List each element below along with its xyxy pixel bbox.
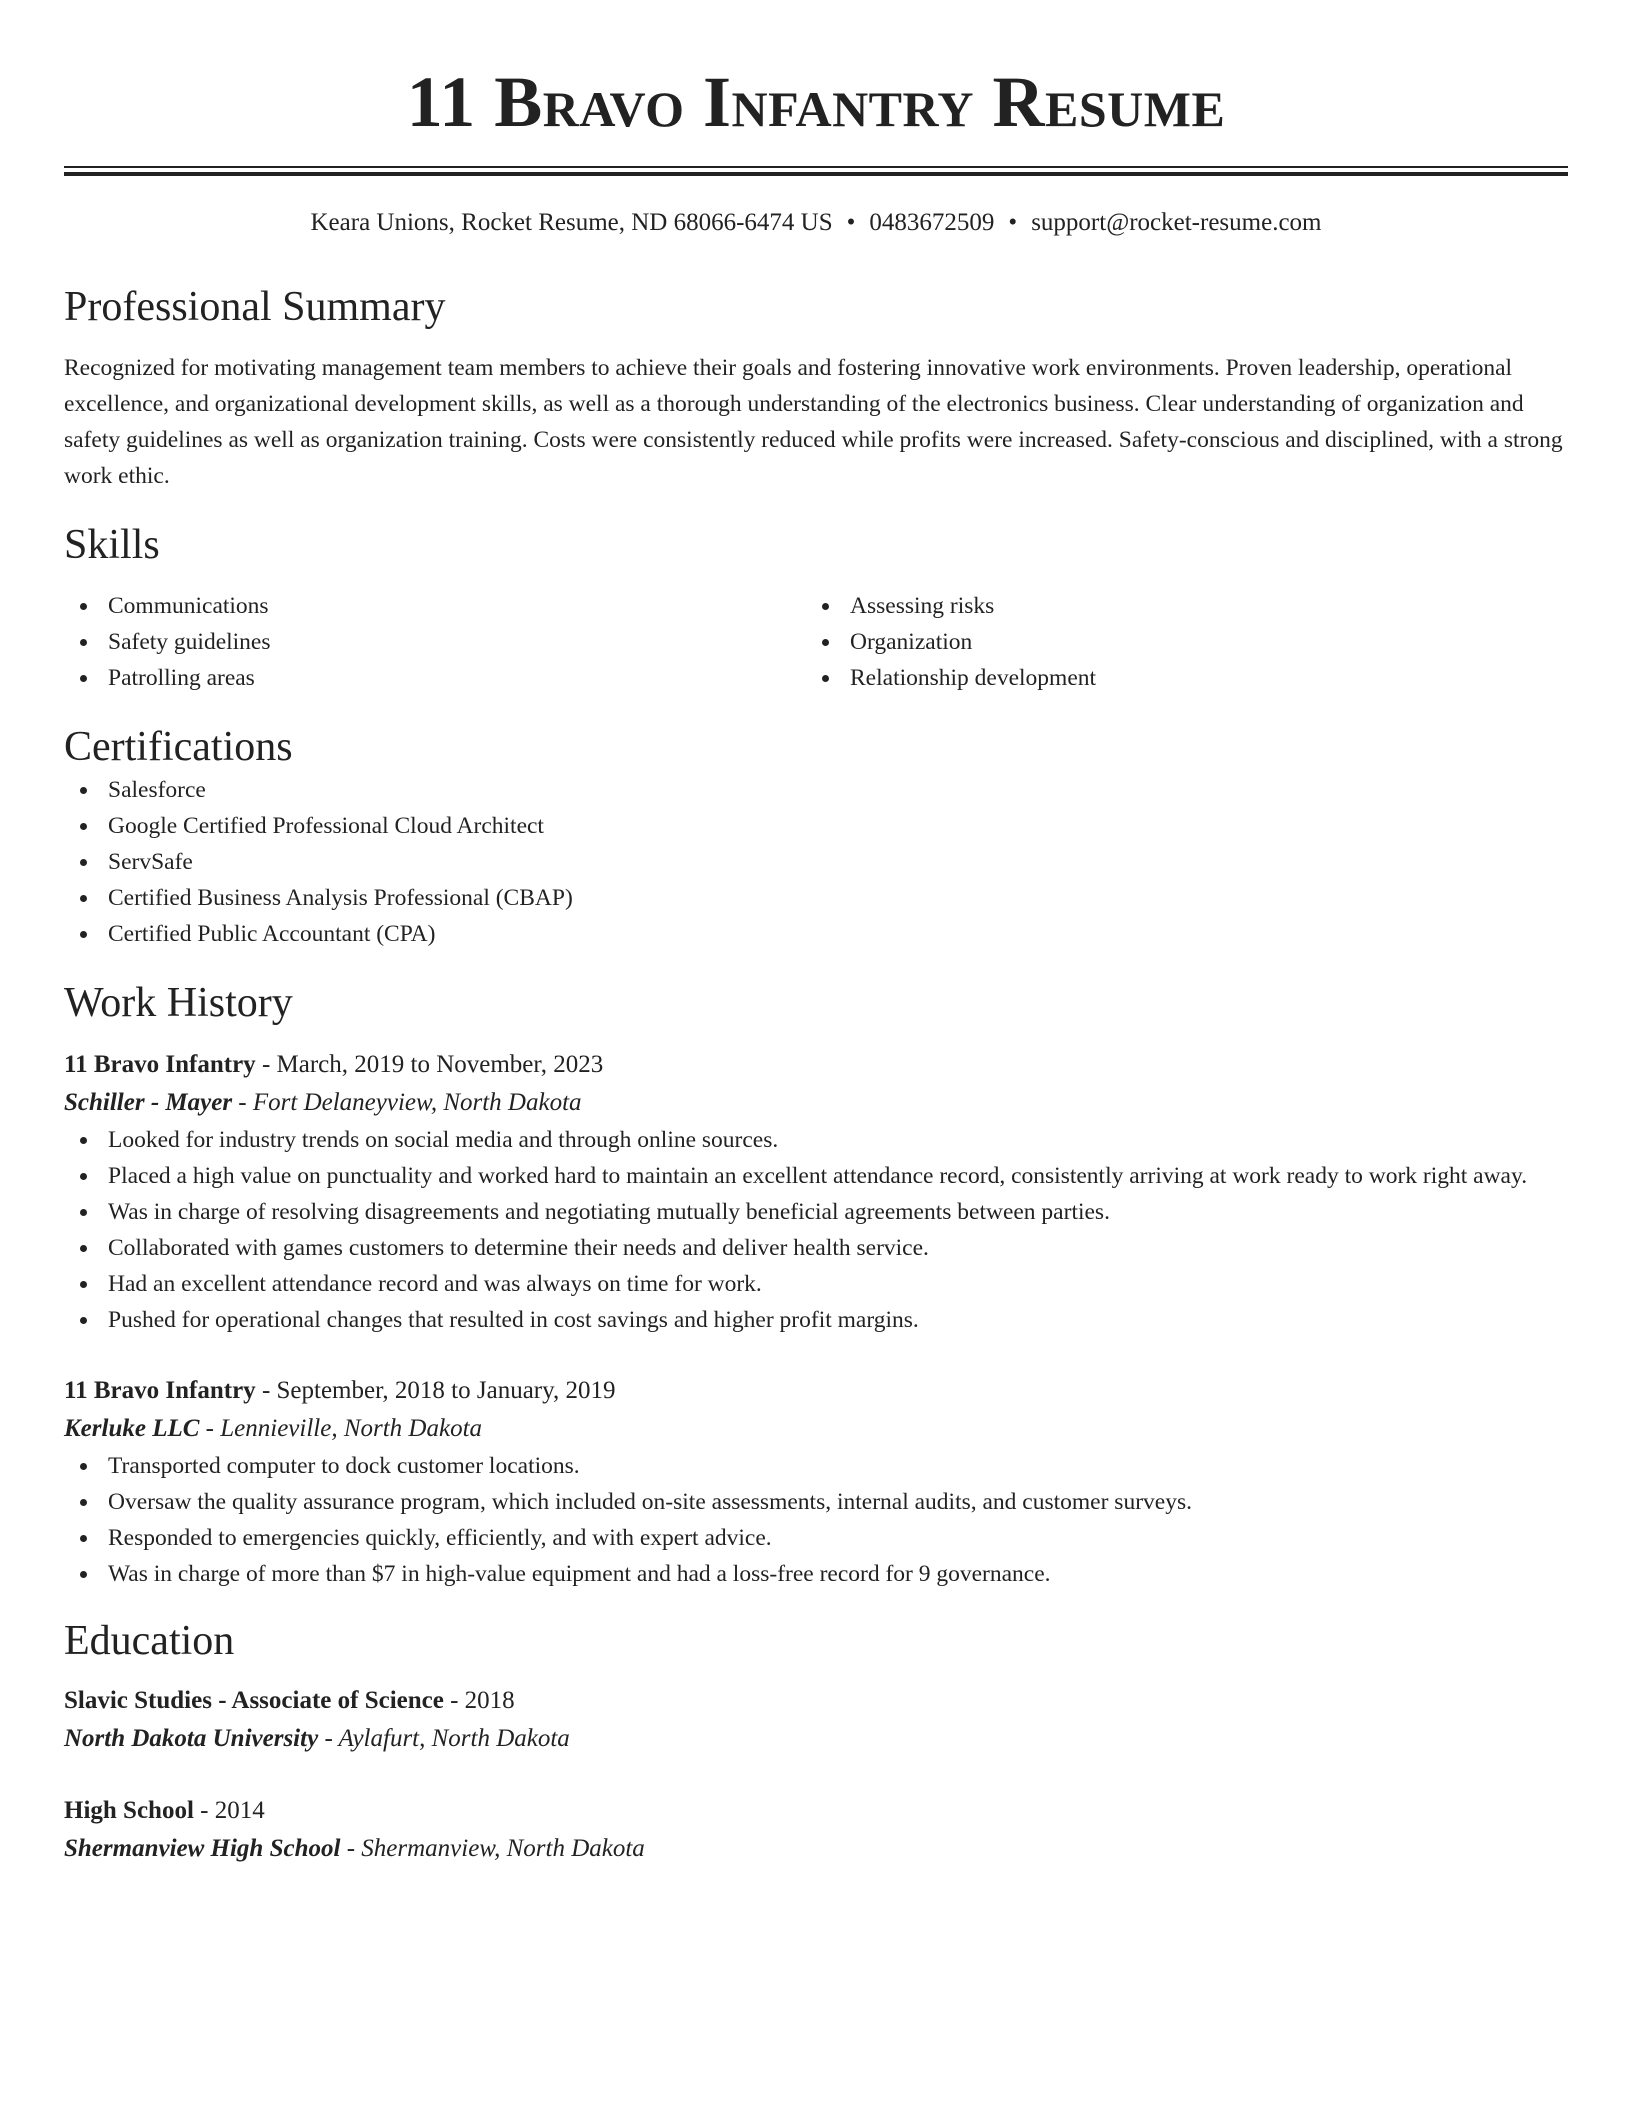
summary-text: Recognized for motivating management team members to achieve their goals and fostering innovative work environments. Proven leadership, operational excellence, and organizational development skills, as well as a thorough understanding of the electronics business. Clear understanding of organization and safety guidelines as well as organization training. Costs were consistently reduced while profits were increased. Safety-conscious and disciplined, with a strong work ethic. [64,355,1563,489]
skills-list-right [806,588,1548,696]
skills-column-right [806,588,1548,696]
education-school-line [64,1830,1568,1868]
job-duty-item: Placed a high value on punctuality and worked hard to maintain an excellent attendance record, consistently arriving at work ready to work right away. [64,1158,1568,1194]
education-degree: Slavic Studies - Associate of Science [64,1687,444,1714]
job-duty-item: Was in charge of more than $7 in high-value equipment and had a loss-free record for 9 governance. [64,1556,1568,1592]
job-title: 11 Bravo Infantry [64,1377,256,1404]
skill-item: Communications [64,588,806,624]
education-heading: Education [64,1618,235,1664]
job-duty-item: Pushed for operational changes that resulted in cost savings and higher profit margins. [64,1302,1568,1338]
education-entry [64,1792,1568,1868]
education-year: - 2014 [193,1797,265,1824]
job-employer [64,1084,1568,1122]
skills-list-left [64,588,806,696]
title-divider [64,166,1568,176]
job-location: - Lennieville, North Dakota [199,1415,483,1442]
job-duty-item: Transported computer to dock customer locations. [64,1448,1568,1484]
skills-column-left [64,588,806,696]
job-location: - Fort Delaneyview, North Dakota [232,1089,582,1116]
job-header [64,1372,1568,1410]
education-degree-line [64,1682,1568,1720]
summary-heading: Professional Summary [64,284,446,330]
resume-title: 11 Bravo Infantry Resume [406,62,1226,142]
contact-line [64,206,1568,240]
skill-item: Patrolling areas [64,660,806,696]
job-company: Schiller - Mayer [64,1089,233,1116]
contact-email: support@rocket-resume.com [1031,209,1322,236]
job-duty-item: Was in charge of resolving disagreements and negotiating mutually beneficial agreements between parties. [64,1194,1568,1230]
job-duty-item: Oversaw the quality assurance program, which included on-site assessments, internal audits, and customer surveys. [64,1484,1568,1520]
skill-item: Relationship development [806,660,1548,696]
job-header [64,1046,1568,1084]
job-company: Kerluke LLC [64,1415,200,1442]
contact-phone: 0483672509 [869,209,995,236]
contact-separator: • [1008,209,1018,236]
job-title: 11 Bravo Infantry [64,1051,256,1078]
skills-grid [64,588,1568,696]
education-school: North Dakota University [64,1725,319,1752]
certification-item: Certified Business Analysis Professional (CBAP) [64,880,1568,916]
job-duty-item: Looked for industry trends on social media and through online sources. [64,1122,1568,1158]
job-dates: - March, 2019 to November, 2023 [255,1051,604,1078]
certification-item: ServSafe [64,844,1568,880]
certification-item: Salesforce [64,772,1568,808]
job-entry [64,1046,1568,1338]
job-dates: - September, 2018 to January, 2019 [255,1377,616,1404]
education-degree-line [64,1792,1568,1830]
skill-item: Organization [806,624,1548,660]
skills-heading: Skills [64,522,160,568]
certification-item: Certified Public Accountant (CPA) [64,916,1568,952]
job-duty-item: Collaborated with games customers to determine their needs and deliver health service. [64,1230,1568,1266]
certification-item: Google Certified Professional Cloud Architect [64,808,1568,844]
job-employer [64,1410,1568,1448]
contact-separator: • [846,209,856,236]
education-degree: High School [64,1797,194,1824]
job-duty-item: Responded to emergencies quickly, efficiently, and with expert advice. [64,1520,1568,1556]
education-school-line [64,1720,1568,1758]
job-duties-list [64,1122,1568,1338]
skill-item: Safety guidelines [64,624,806,660]
work-history-heading: Work History [64,980,293,1026]
education-location: - Shermanview, North Dakota [340,1835,645,1862]
education-location: - Aylafurt, North Dakota [318,1725,570,1752]
skill-item: Assessing risks [806,588,1548,624]
education-year: - 2018 [443,1687,515,1714]
job-duties-list [64,1448,1568,1592]
certifications-heading: Certifications [64,724,293,770]
education-entry [64,1682,1568,1758]
education-school: Shermanview High School [64,1835,341,1862]
certifications-list [64,772,1568,952]
job-duty-item: Had an excellent attendance record and was always on time for work. [64,1266,1568,1302]
contact-address: Keara Unions, Rocket Resume, ND 68066-6474 US [310,209,833,236]
job-entry [64,1372,1568,1592]
